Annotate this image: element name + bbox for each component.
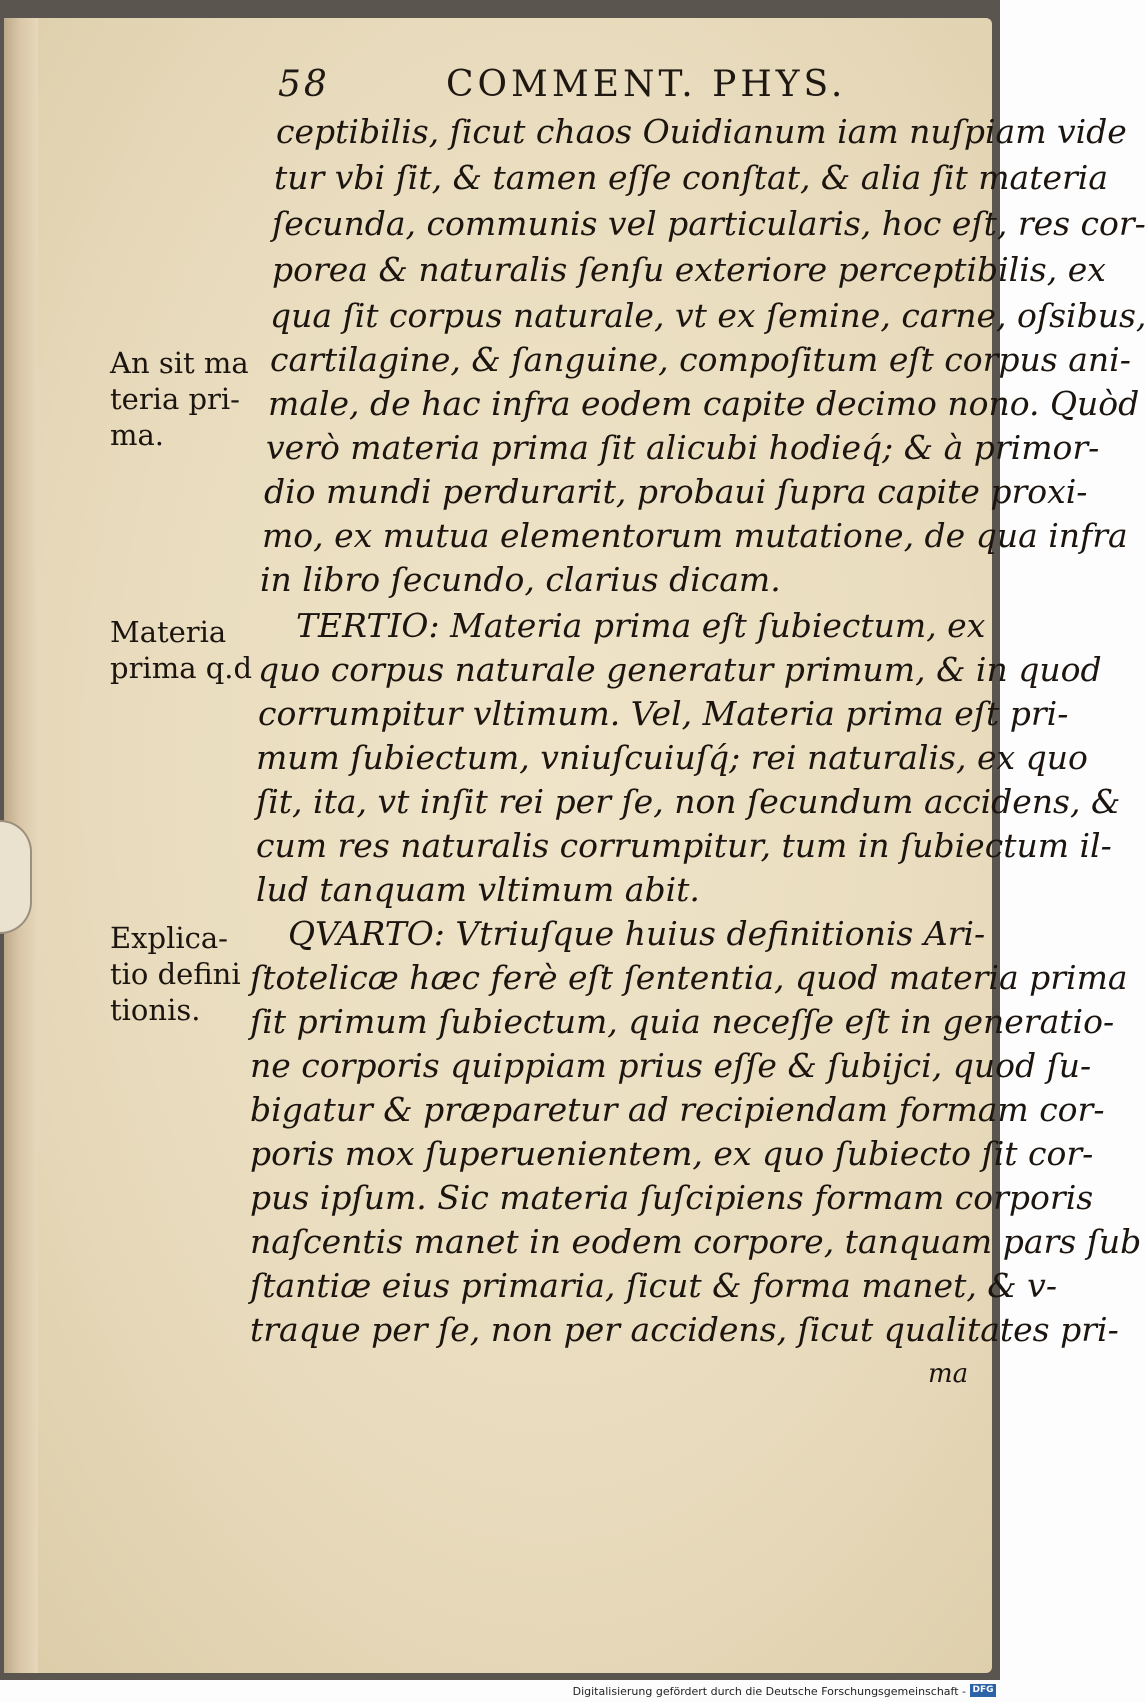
text-line: in libro ſecundo, clarius dicam.: [260, 560, 781, 599]
footer-bar: [0, 1680, 1000, 1702]
text-line: ceptibilis, ſicut chaos Ouidianum iam nuſpiam vide: [276, 112, 1127, 151]
text-line: ſtotelicæ hæc ferè eſt ſententia, quod materia prima: [250, 958, 1128, 997]
margin-note: tio defini: [110, 957, 241, 991]
text-line: ne corporis quippiam prius eſſe & ſubijci, quod ſu-: [250, 1046, 1092, 1085]
funding-credit: Digitalisierung gefördert durch die Deutsche Forschungsgemeinschaft -: [572, 1685, 966, 1698]
dfg-logo: DFG: [970, 1684, 996, 1697]
text-line: corrumpitur vltimum. Vel, Materia prima eſt pri-: [258, 694, 1069, 733]
text-line: lud tanquam vltimum abit.: [256, 870, 700, 909]
running-header: [278, 64, 878, 114]
page-number: 58: [278, 64, 330, 105]
margin-note: An sit ma: [110, 346, 249, 380]
text-line: dio mundi perdurarit, probaui ſupra capite proxi-: [264, 472, 1088, 511]
text-line: mo, ex mutua elementorum mutatione, de qua infra: [262, 516, 1128, 555]
running-title: COMMENT. PHYS.: [446, 64, 847, 105]
margin-note: Materia: [110, 615, 227, 649]
text-line: TERTIO: Materia prima eſt ſubiectum, ex: [296, 606, 986, 645]
text-line: quo corpus naturale generatur primum, & in quod: [258, 650, 1102, 689]
text-line: naſcentis manet in eodem corpore, tanquam pars ſub: [250, 1222, 1142, 1261]
text-line: cartilagine, & ſanguine, compoſitum eſt corpus ani-: [270, 340, 1131, 379]
margin-note: Explica-: [110, 921, 228, 955]
text-line: verò materia prima ſit alicubi hodieq́; & à primor-: [266, 428, 1100, 467]
text-line: ſtantiæ eius primaria, ſicut & forma manet, & v-: [250, 1266, 1057, 1305]
text-line: ſecunda, communis vel particularis, hoc eſt, res cor-: [272, 204, 1146, 243]
text-line: QVARTO: Vtriuſque huius definitionis Ari-: [288, 914, 986, 953]
text-line: qua ſit corpus naturale, vt ex ſemine, carne, oſsibus,: [270, 296, 1146, 335]
text-line: ſit primum ſubiectum, quia neceſſe eſt in generatio-: [250, 1002, 1115, 1041]
text-line: tur vbi ſit, & tamen eſſe conſtat, & alia ſit materia: [274, 158, 1109, 197]
page-tab-marker: [0, 820, 32, 934]
margin-note: teria pri-: [110, 382, 240, 416]
text-line: male, de hac infra eodem capite decimo nono. Quòd: [268, 384, 1140, 423]
text-line: bigatur & præparetur ad recipiendam formam cor-: [250, 1090, 1105, 1129]
margin-note: tionis.: [110, 993, 201, 1027]
catchword: ma: [928, 1359, 969, 1389]
text-line: ſit, ita, vt inſit rei per ſe, non ſecundum accidens, &: [256, 782, 1121, 821]
text-line: poris mox ſuperuenientem, ex quo ſubiecto ſit cor-: [250, 1134, 1094, 1173]
text-line: porea & naturalis ſenſu exteriore perceptibilis, ex: [272, 250, 1106, 289]
text-line: mum ſubiectum, vniuſcuiuſq́; rei naturalis, ex quo: [256, 738, 1088, 777]
text-line: pus ipſum. Sic materia ſuſcipiens formam corporis: [250, 1178, 1094, 1217]
margin-note: prima q.d: [110, 651, 253, 685]
margin-note: ma.: [110, 418, 165, 452]
text-line: traque per ſe, non per accidens, ſicut qualitates pri-: [250, 1310, 1119, 1349]
text-line: cum res naturalis corrumpitur, tum in ſubiectum il-: [256, 826, 1112, 865]
